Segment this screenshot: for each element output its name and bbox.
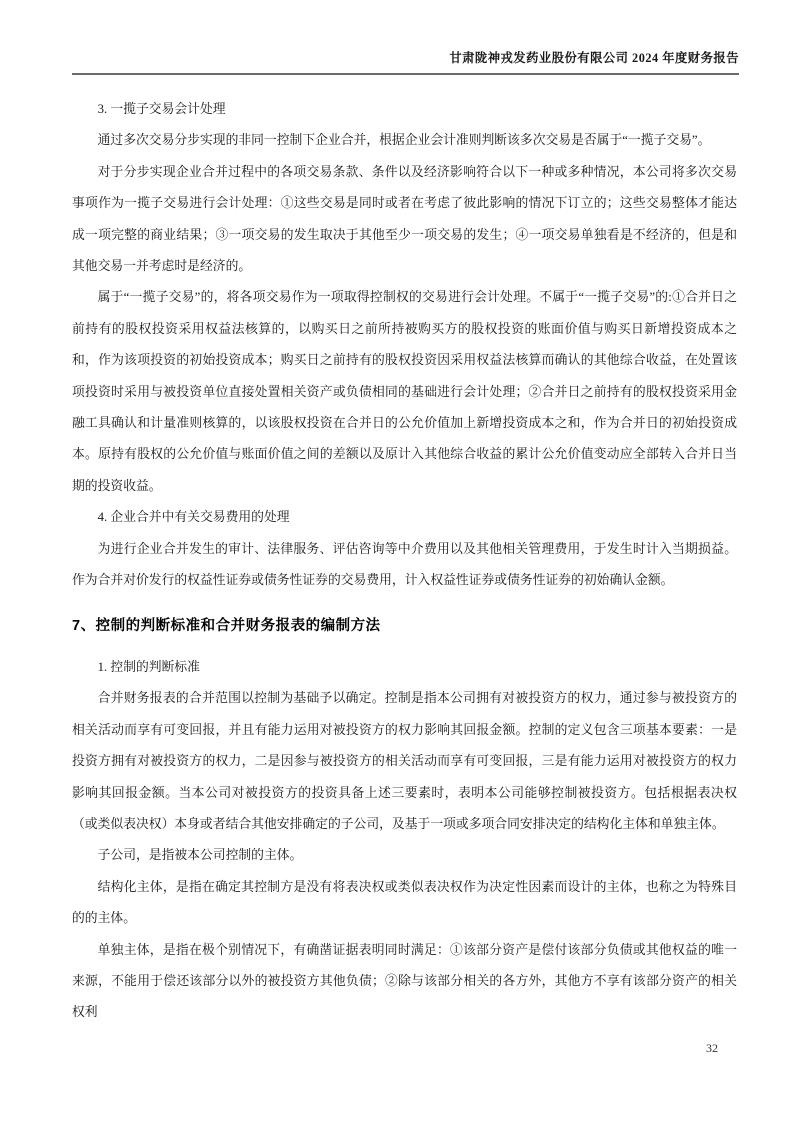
body-paragraph: 对于分步实现企业合并过程中的各项交易条款、条件以及经济影响符合以下一种或多种情况，本公司将多次交易事项作为一揽子交易进行会计处理：①这些交易是同时或者在考虑了彼此影响的情况下订立的；这些交易整体才能达成一项完整的商业结果；③一项交易的发生取决于其他至少一项交易的发生；④一项交易单独看是不经济的，但是和其他交易一并考虑时是经济的。 bbox=[72, 164, 737, 274]
body-paragraph: 结构化主体，是指在确定其控制方是没有将表决权或类似表决权作为决定性因素而设计的主体，也称之为特殊目的的主体。 bbox=[72, 879, 737, 926]
body-paragraph: 属于“一揽子交易”的，将各项交易作为一项取得控制权的交易进行会计处理。不属于“一揽子交易”的:①合并日之前持有的股权投资采用权益法核算的，以购买日之前所持被购买方的股权投资的账面价值与购买日新增投资成本之和，作为该项投资的初始投资成本；购买日之前持有的股权投资因采用权益法核算而确认的其他综合收益，在处置该项投资时采用与被投资单位直接处置相关资产或负债相同的基础进行会计处理；②合并日之前持有的股权投资采用金融工具确认和计量准则核算的，以该股权投资在合并日的公允价值加上新增投资成本之和，作为合并日的初始投资成本。原持有股权的公允价值与账面价值之间的差额以及原计入其他综合收益的累计公允价值变动应全部转入合并日当期的投资收益。 bbox=[72, 290, 737, 493]
body-paragraph: 单独主体，是指在极个别情况下，有确凿证据表明同时满足：①该部分资产是偿付该部分负债或其他权益的唯一来源，不能用于偿还该部分以外的被投资方其他负债；②除与该部分相关的各方外，其他方不享有该部分资产的相关权利 bbox=[72, 942, 737, 1020]
body-paragraph: 为进行企业合并发生的审计、法律服务、评估咨询等中介费用以及其他相关管理费用，于发生时计入当期损益。作为合并对价发行的权益性证券或债务性证券的交易费用，计入权益性证券或债务性证券的初始确认金额。 bbox=[72, 541, 737, 588]
subsection-title: 3. 一揽子交易会计处理 bbox=[97, 102, 226, 116]
page-number: 32 bbox=[706, 1041, 718, 1055]
page-header bbox=[72, 50, 739, 75]
page-footer bbox=[706, 1041, 718, 1056]
subsection-title: 1. 控制的判断标准 bbox=[97, 659, 200, 674]
body-paragraph: 子公司，是指被本公司控制的主体。 bbox=[97, 848, 303, 863]
section-heading: 7、控制的判断标准和合并财务报表的编制方法 bbox=[72, 617, 381, 634]
report-header-title: 甘肃陇神戎发药业股份有限公司 2024 年度财务报告 bbox=[449, 51, 739, 65]
body-paragraph: 合并财务报表的合并范围以控制为基础予以确定。控制是指本公司拥有对被投资方的权力，通过参与被投资方的相关活动而享有可变回报，并且有能力运用对被投资方的权力影响其回报金额。控制的定义包含三项基本要素：一是投资方拥有对被投资方的权力，二是因参与被投资方的相关活动而享有可变回报，三是有能力运用对被投资方的权力影响其回报金额。当本公司对被投资方的投资具备上述三要素时，表明本公司能够控制被投资方。包括根据表决权（或类似表决权）本身或者结合其他安排确定的子公司，及基于一项或多项合同安排决定的结构化主体和单独主体。 bbox=[72, 691, 737, 831]
subsection-title: 4. 企业合并中有关交易费用的处理 bbox=[97, 510, 290, 525]
document-body bbox=[72, 94, 737, 1029]
body-paragraph: 通过多次交易分步实现的非同一控制下企业合并，根据企业会计准则判断该多次交易是否属于“一揽子交易”。 bbox=[97, 133, 711, 148]
